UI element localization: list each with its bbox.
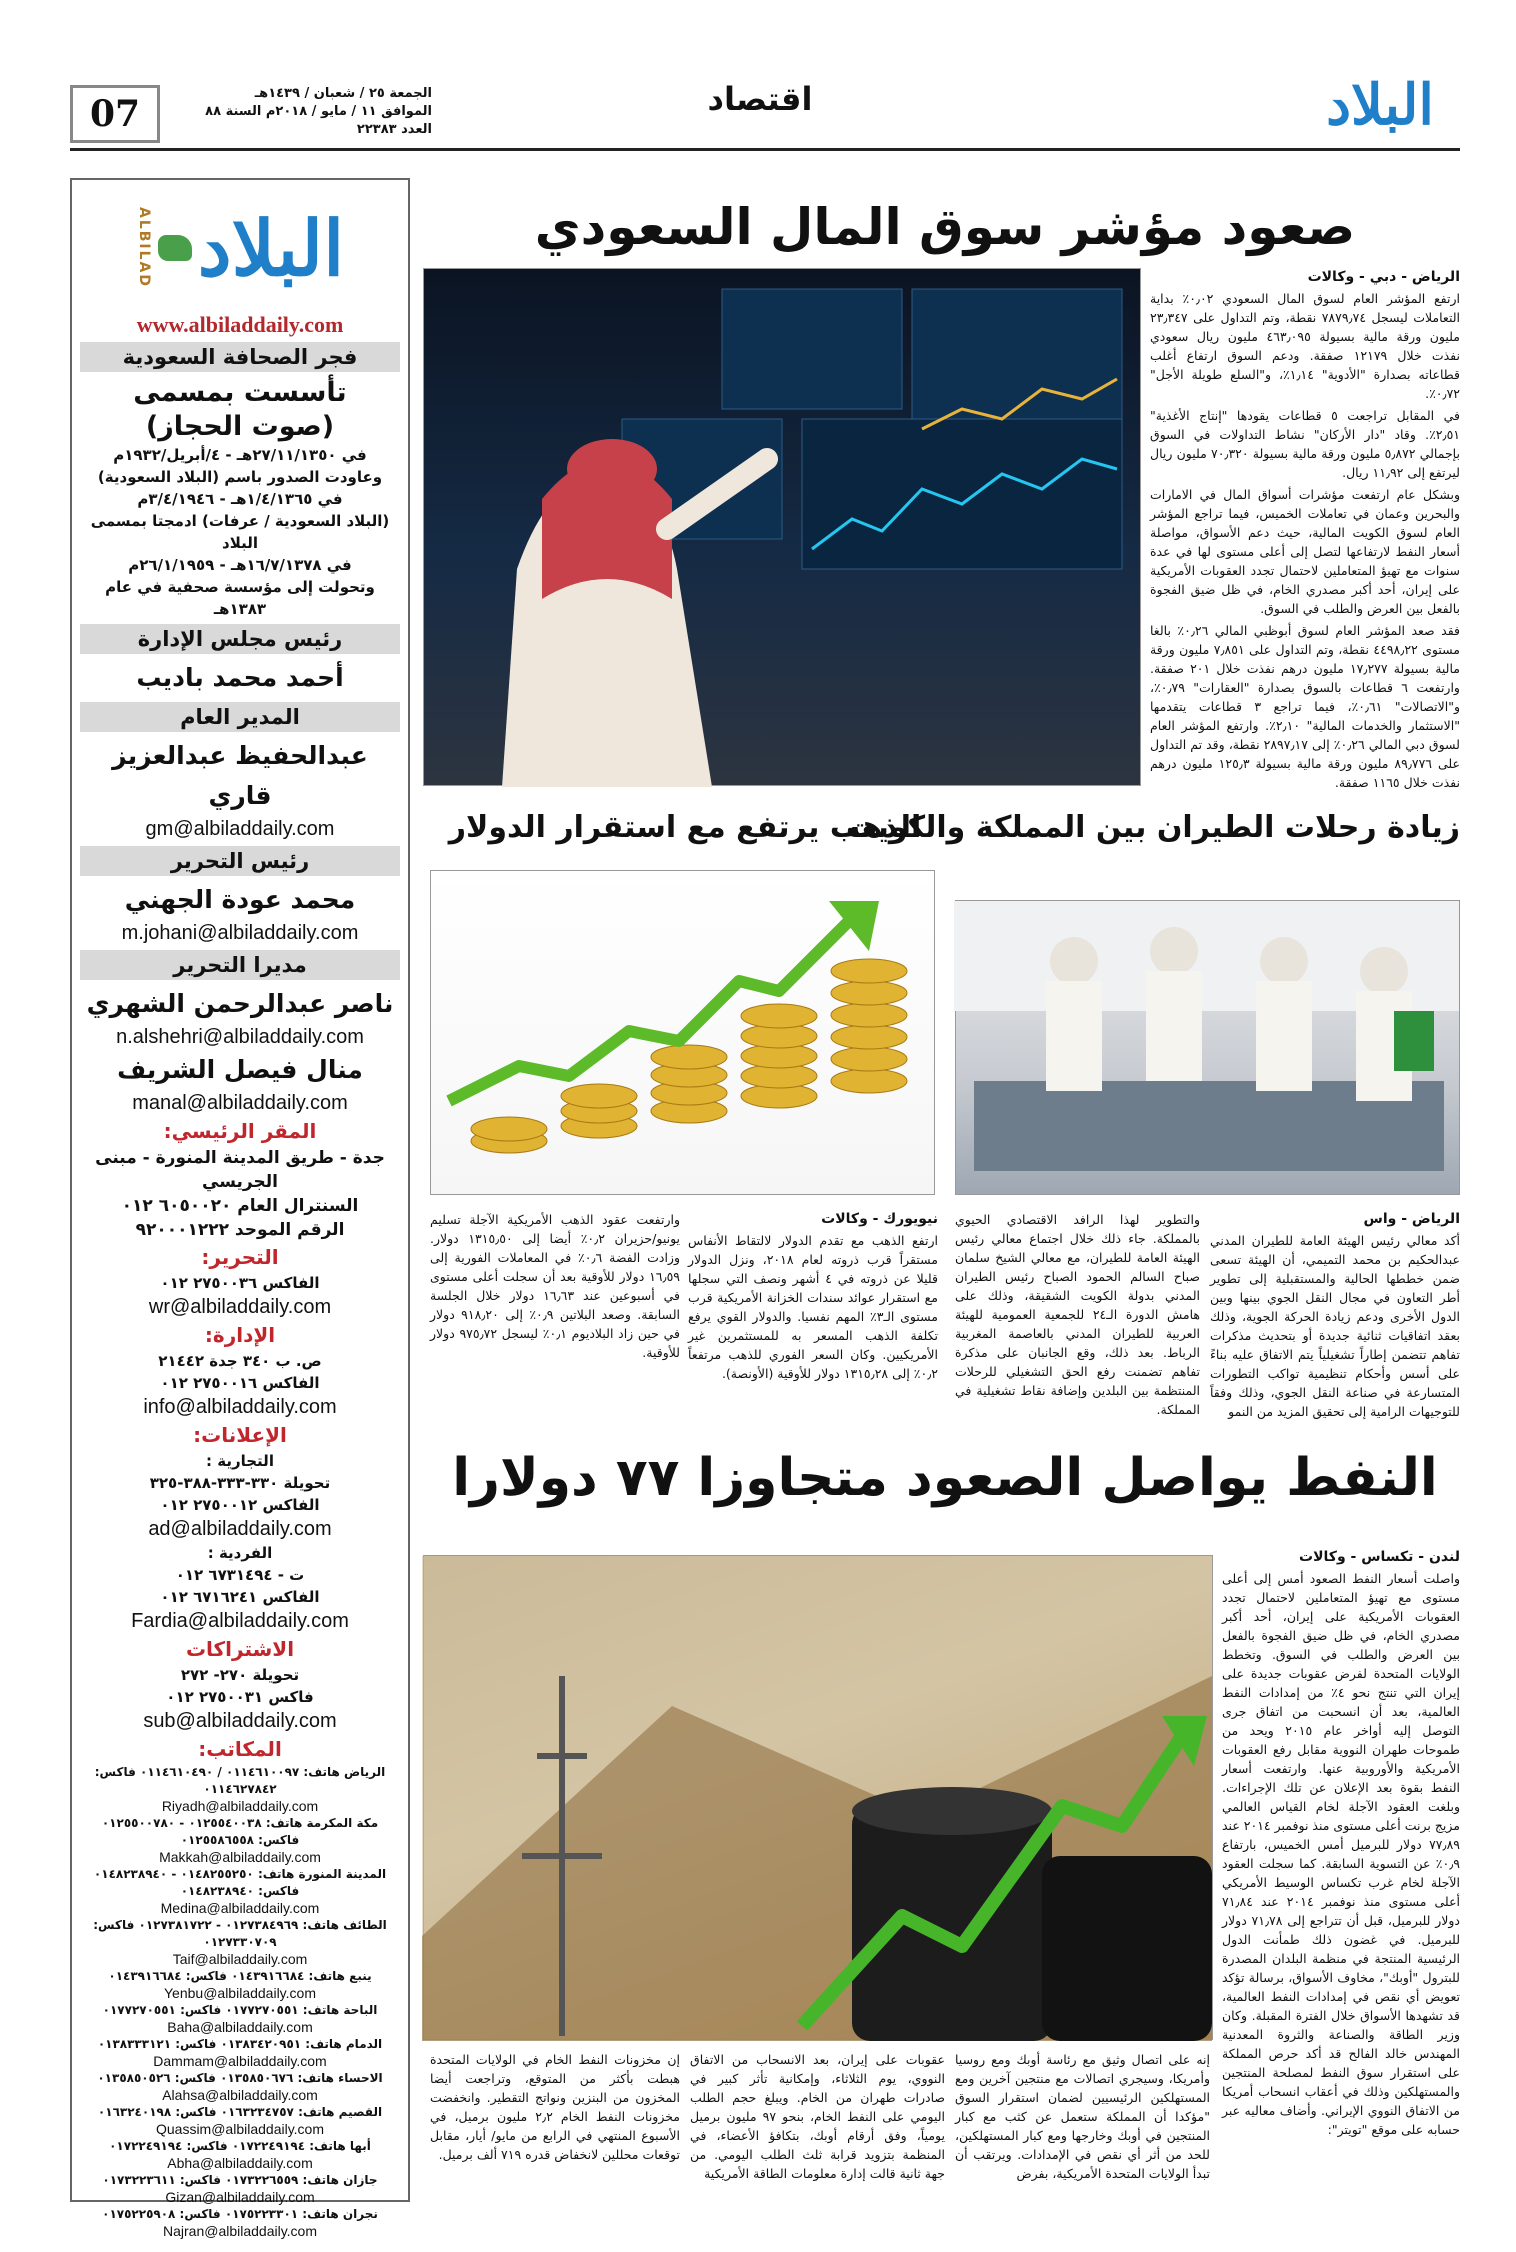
oil-photo-art [422,1556,1212,2041]
sidebar-logo-ar: البلاد [197,203,345,293]
sidebar-masthead [70,178,410,2239]
gold-col-right [688,1210,938,1430]
oil-col-b3 [430,2050,680,2200]
ads-title: الإعلانات: [193,1423,287,1447]
hq-address: جدة - طريق المدينة المنورة - مبنى الجريسي [95,1148,385,1192]
office-email[interactable]: Medina@albiladdaily.com [160,1900,320,1916]
office-line: القصيم هاتف: ٠١٦٣٢٣٤٧٥٧ فاكس: ٠١٦٣٢٤٠١٩٨ [97,2105,383,2119]
office-email[interactable]: Najran@albiladdaily.com [162,2223,318,2239]
page-number: 07 [70,85,160,143]
office-email[interactable]: Taif@albiladdaily.com [172,1951,308,1967]
managers-title: مديرا التحرير [80,950,400,980]
market-para-4: فقد صعد المؤشر العام لسوق أبوظبي المالي ٠٫٢٦٪ بالغا مستوى ٤٤٩٨٫٢٢ نقطة، وتم التداول على ٧٫٨٥١ مليون ورقة مالية بسيولة ١٧٫٢٧٧ مليون درهم نفذت خلال ٢٠١ صفقة. وارتفعت ٦ قطاعات بالسوق بصدارة "العقارات" ٠٫٧٩٪، و"الاتصالات" ٠٫٦١٪، فيما تراجع ٣ قطاعات يتقدمها "الاستثمار والخدمات المالية" ٢٫١٠٪. وارتفع المؤشر العام لسوق دبي المالي ٠٫٢٦٪ إلى ٢٨٩٧٫١٧ نقطة، وقد تم التداول على ٨٩٫٧٧٦ مليون ورقة مالية بسيولة ١٢٥٫٣ مليون درهم نفذت خلال ١١٦٥ صفقة. [1150,623,1460,790]
header-divider [70,148,1460,151]
gold-col-left [430,1210,680,1430]
editorial-email[interactable]: wr@albiladdaily.com [148,1296,332,1318]
office-email[interactable]: Baha@albiladdaily.com [167,2019,313,2035]
office-line: مكة المكرمة هاتف: ٠١٢٥٥٤٠٠٣٨ - ٠١٢٥٥٠٠٧٨٠ فاكس: ٠١٢٥٥٨٦٥٥٨ [101,1816,379,1847]
editor-title: رئيس التحرير [80,846,400,876]
oil-text-b2: عقوبات على إيران، بعد الانسحاب من الاتفاق النووي، يوم الثلاثاء، وإمكانية تأثر كبير في صادرات طهران من الخام. ويبلغ حجم الطلب اليومي على النفط الخام، بنحو ٩٧ مليون برميل يومياً، وفق أرقام أوبك، بتكافؤ الأعضاء، في المنظمة بتزويد قرابة ثلث الطلب اليومي. من جهة ثانية قالت إدارة معلومات الطاقة الأمريكية [690,2052,945,2181]
office-email[interactable]: Riyadh@albiladdaily.com [161,1798,319,1814]
manager2-name: منال فيصل الشريف [117,1055,363,1084]
date-gregorian: الموافق ١١ / مايو / ٢٠١٨م السنة ٨٨ العدد ٢٢٣٨٣ [205,104,432,137]
editorial-fax: الفاكس ٢٧٥٠٠٣٦ ٠١٢ [160,1274,320,1292]
history-line: (البلاد السعودية / عرفات) ادمجتا بمسمى البلاد [90,512,390,552]
chairman-title: رئيس مجلس الإدارة [80,624,400,654]
offices-title: المكاتب: [198,1737,282,1761]
admin-title: الإدارة: [204,1323,276,1347]
logo-text: البلاد [1326,72,1434,138]
market-para-2: في المقابل تراجعت ٥ قطاعات يقودها "إنتاج الأغذية" ٢٫٥١٪. وقاد "دار الأركان" نشاط التداولات في السوق بإجمالي ٥٫٨٧٢ مليون ورقة مالية بسيولة ٧٠٫٣٢٠ مليون ريال ليرتفع إلى ١١٫٩٢ ريال. [1150,408,1460,480]
oil-byline: لندن - تكساس - وكالات [1299,1549,1460,1565]
oil-text-b1: إنه على اتصال وثيق مع رئاسة أوبك ومع روسيا وأمريكا، وسيجري اتصالات مع منتجين آخرين ومع المستهلكين الرئيسيين لضمان استقرار السوق "مؤكدا أن المملكة ستعمل عن كثب مع كبار المنتجين في أوبك وخارجها ومع كبار المستهلكين، للحد من أثر أي نقص في الإمدادات. ويرتقب أن تبدأ الولايات المتحدة الأمريكية، بفرض [955,2052,1210,2181]
gold-photo-art [429,871,934,1196]
admin-fax: الفاكس ٢٧٥٠٠١٦ ٠١٢ [160,1374,320,1392]
history-line: في ١/٤/١٣٦٥هـ - ٣/٤/١٩٤٦م [137,490,343,508]
date-hijri: الجمعة ٢٥ / شعبان / ١٤٣٩هـ [254,86,432,101]
chairman-name: أحمد محمد باديب [136,663,344,692]
oil-photo [423,1555,1213,2040]
market-article [1150,268,1460,788]
ads-commercial: التجارية : [206,1452,274,1470]
office-line: ينبع هاتف: ٠١٤٣٩١٦٦٨٤ فاكس: ٠١٤٣٩١٦٦٨٤ [108,1969,372,1983]
editorial-title: التحرير: [201,1245,279,1269]
hq-unified: الرقم الموحد ٩٢٠٠٠١٢٢٢ [135,1220,345,1240]
office-line: الرياض هاتف: ٠١١٤٦١٠٠٩٧ / ٠١١٤٦١٠٤٩٠ فاكس: ٠١١٤٦٢٧٨٤٢ [94,1765,386,1796]
office-line: الدمام هاتف: ٠١٣٨٣٤٢٠٩٥١ فاكس: ٠١٣٨٣٣٣١٢١ [97,2037,383,2051]
office-line: الطائف هاتف: ٠١٢٧٣٨٤٩٦٩ - ٠١٢٧٣٨١٧٢٢ فاكس: ٠١٢٧٣٣٠٧٠٩ [93,1918,387,1949]
office-email[interactable]: Quassim@albiladdaily.com [155,2121,324,2137]
subs-title: الاشتراكات [185,1637,295,1661]
ads-personal-fax: الفاكس ٦٧١٦٢٤١ ٠١٢ [160,1588,320,1606]
office-email[interactable]: Gizan@albiladdaily.com [165,2189,315,2205]
gm-email[interactable]: gm@albiladdaily.com [145,818,335,840]
subs-fax: فاكس ٢٧٥٠٠٣١ ٠١٢ [166,1688,314,1706]
founded-name: (صوت الحجاز) [145,411,335,442]
slogan-band: فجر الصحافة السعودية [80,342,400,372]
gold-photo [430,870,935,1195]
flights-text-1: أكد معالي رئيس الهيئة العامة للطيران المدني عبدالحكيم بن محمد التميمي، أن الهيئة تسعى ضمن خططها الحالية والمستقبلية إلى تطوير أطر التعاون في مجال النقل الجوي بينها وبين الدول الأخرى ودعم زيادة الحركة الجوية، وذلك بعقد اتفاقيات ثنائية جديدة أو بتحديث مذكرات تفاهم تتضمن إطاراً تشغيلياً يتم الاتفاق عليه بناءً على أسس وأحكام تنظيمية تواكب التطورات المتسارعة في صناعة النقل الجوي، وذلك وفقاً للتوجيهات الرامية إلى تحقيق المزيد من النمو [1210,1233,1460,1419]
gold-text-1: ارتفع الذهب مع تقدم الدولار لالتقاط الأنفاس مستقراً قرب ذروته لعام ٢٠١٨، ونزل الدولار قليلا عن ذروته في ٤ أشهر ونصف التي سجلها مع استقرار عوائد سندات الخزانة الأمريكية قرب مستوى الـ٣٪ المهم نفسيا. والدولار القوي يرفع تكلفة الذهب المسعر به للمستثمرين غير الأمريكيين. وكان السعر الفوري للذهب مرتفعاً ٠٫٢٪ إلى ١٣١٥٫٢٨ دولار للأوقية (الأونصة). [688,1233,938,1381]
gm-name: عبدالحفيظ عبدالعزيز قاري [112,741,368,810]
oil-text-main: واصلت أسعار النفط الصعود أمس إلى أعلى مستوى مع تهيؤ المتعاملين لاحتمال تجدد العقوبات الأمريكية على إيران، أحد أكبر مصدري الخام، في ظل ضيق الفجوة بالفعل بين العرض والطلب في السوق. وتخطط الولايات المتحدة لفرض عقوبات جديدة على إيران التي تنتج نحو ٤٪ من إمدادات النفط العالمية، بعد أن انسحبت من اتفاق جرى التوصل إليه أواخر عام ٢٠١٥ ويحد من طموحات طهران النووية مقابل رفع العقوبات الأمريكية والأوروبية عنها. وارتفعت أسعار النفط بقوة بعد الإعلان عن تلك الإجراءات. وبلغت العقود الآجلة لخام القياس العالمي مزيج برنت أعلى مستوى منذ نوفمبر ٢٠١٤ عند ٧٧٫٨٩ دولار للبرميل أمس الخميس، بارتفاع ٠٫٩٪ عن التسوية السابقة. كما سجلت العقود الآجلة لخام غرب تكساس الوسيط الأمريكي أعلى مستوى منذ نوفمبر ٢٠١٤ عند ٧١٫٨٤ دولار للبرميل، قبل أن تتراجع إلى ٧١٫٧٨ دولار للبرميل. في غضون ذلك طمأنت الدول الرئيسية المنتجة في منظمة البلدان المصدرة للبترول "أوبك"، مخاوف الأسواق، برسالة تؤكد تعويض أي نقص في إمدادات النفط العالمية، قد تشهدها الأسواق خلال الفترة المقبلة. وكان وزير الطاقة والصناعة والثروة المعدنية المهندس خالد الفالح قد أكد حرص المملكة على استقرار سوق النفط لمصلحة المنتجين والمستهلكين وذلك في أعقاب انسحاب أمريكا من الاتفاق النووي الإيراني. وأضاف معاليه عبر حسابه على موقع "تويتر": [1222,1571,1461,2137]
editor-name: محمد عودة الجهني [124,885,356,914]
market-para-3: وبشكل عام ارتفعت مؤشرات أسواق المال في الامارات والبحرين وعمان في تعاملات الخميس، فيما تراجع المؤشر العام لسوق الكويت المالية، حيث دعم الأسواق، مواصلة أسعار النفط لارتفاعها لتصل إلى أعلى مستوى لها في عدة سنوات مع تهيؤ المتعاملين لاحتمال تجدد العقوبات الأمريكية على إيران، أحد أكبر مصدري الخام، في ظل ضيق الفجوة بالفعل بين العرض والطلب في السوق. [1150,487,1460,616]
founded-title: تأسست بمسمى [133,377,347,408]
section-title: اقتصاد [707,80,813,118]
dateline [172,85,432,139]
headline-gold: الذهب يرتفع مع استقرار الدولار [448,810,922,845]
flights-col-left [955,1210,1200,1430]
masthead-logo [1300,70,1460,140]
admin-email[interactable]: info@albiladdaily.com [143,1396,337,1418]
office-line: المدينة المنورة هاتف: ٠١٤٨٢٥٥٢٥٠ - ٠١٤٨٢٣٨٩٤٠ فاكس: ٠١٤٨٢٣٨٩٤٠ [93,1867,387,1898]
market-para-1: ارتفع المؤشر العام لسوق المال السعودي ٠٫٠٢٪ بداية التعاملات ليسجل ٧٨٧٩٫٧٤ نقطة، وتم التداول على ٢٣٫٣٤٧ مليون ورقة مالية بسيولة ٤٦٣٫٠٩٥ مليون ريال سعودي نفذت خلال ١٢١٧٩ صفقة. ودعم السوق ارتفاع أغلب قطاعاته بصدارة "الأدوية" ١٫١٤٪، و"السلع طويلة الأجل" ٠٫٧٢٪. [1150,291,1461,401]
oil-col-b1 [955,2050,1210,2200]
oil-text-b3: إن مخزونات النفط الخام في الولايات المتحدة هبطت بأكثر من المتوقع، وتراجعت أيضا المخزون من البنزين ونواتج التقطير. وانخفضت مخزونات النفط الخام ٢٫٢ مليون برميل، في الأسبوع المنتهي في الرابع من مايو/ أيار، مقابل توقعات محللين لانخفاض قدره ٧١٩ ألف برميل. [430,2052,680,2162]
oil-col-main [1222,1548,1460,2198]
manager1-name: ناصر عبدالرحمن الشهري [86,989,394,1018]
ads-personal-tel: ت - ٦٧٣١٤٩٤ ٠١٢ [175,1566,305,1584]
office-line: جازان هاتف: ٠١٧٣٢٢٦٥٥٩ فاكس: ٠١٧٣٢٢٣٦١١ [102,2173,378,2187]
office-line: الباحة هاتف: ٠١٧٧٢٧٠٥٥١ فاكس: ٠١٧٧٢٧٠٥٥١ [102,2003,378,2017]
flights-byline: الرياض - واس [1363,1211,1460,1227]
headline-market: صعود مؤشر سوق المال السعودي [534,198,1356,256]
headline-oil: النفط يواصل الصعود متجاوزا ٧٧ دولارا [452,1448,1438,1508]
flights-photo [955,900,1460,1195]
history-list [80,444,400,620]
ads-personal-email[interactable]: Fardia@albiladdaily.com [131,1610,349,1632]
flights-text-2: والتطوير لهذا الرافد الاقتصادي الحيوي بالمملكة. جاء ذلك خلال اجتماع معالي رئيس الهيئة العامة للطيران، مع معالي الشيخ سلمان صباح السالم الحمود الصباح رئيس الطيران المدني بدولة الكويت الشقيقة، وذلك على هامش الدورة الـ٢٤ للجمعية العمومية للهيئة العربية للطيران المدني بالعاصمة المغربية الرباط. بعد ذلك، وقع الجانبان على مذكرة تفاهم تضمنت رفع الحق التشغيلي للرحلات المنتظمة بين البلدين وإضافة نقاط تشغيلية في المملكة. [955,1212,1200,1417]
office-email[interactable]: Abha@albiladdaily.com [167,2155,313,2171]
oil-col-b2 [690,2050,945,2200]
sidebar-logo-en: ALBILAD [135,207,152,289]
office-line: نجران هاتف: ٠١٧٥٢٢٣٣٠١ فاكس: ٠١٧٥٢٢٥٩٠٨ [102,2207,378,2221]
subs-ext: تحويلة ٢٧٠- ٢٧٢ [180,1666,300,1684]
ads-fax: الفاكس ٢٧٥٠٠١٢ ٠١٢ [160,1496,320,1514]
ads-ext: تحويلة ٣٣٠-٣٣٣-٣٨٨-٣٢٥ [149,1474,331,1492]
manager2-email[interactable]: manal@albiladdaily.com [132,1092,348,1114]
flights-col-right [1210,1210,1460,1430]
gold-byline: نيويورك - وكالات [821,1211,938,1227]
headline-flights: زيادة رحلات الطيران بين المملكة والكويت [845,810,1460,845]
editor-email[interactable]: m.johani@albiladdaily.com [121,922,359,944]
sidebar-logo [80,188,400,308]
office-email[interactable]: Yenbu@albiladdaily.com [164,1985,316,2001]
gm-title: المدير العام [80,702,400,732]
market-photo-art [422,269,1140,787]
office-line: أبها هاتف: ٠١٧٢٢٤٩١٩٤ فاكس: ٠١٧٢٢٤٩١٩٤ [109,2139,371,2153]
market-byline: الرياض - دبي - وكالات [1307,269,1460,285]
history-line: وعاودت الصدور باسم (البلاد السعودية) [97,468,383,486]
ads-personal: الفردية : [207,1544,273,1562]
hq-phone: السنترال العام ٦٠٥٠٠٢٠ ٠١٢ [121,1196,359,1216]
flights-photo-art [954,901,1459,1196]
saudi-map-icon [158,235,192,261]
website-link[interactable]: www.albiladdaily.com [136,312,344,337]
history-line: وتحولت إلى مؤسسة صحفية في عام ١٣٨٣هـ [105,578,375,618]
subs-email[interactable]: sub@albiladdaily.com [143,1710,337,1732]
history-line: في ١٦/٧/١٣٧٨هـ - ٢٦/١/١٩٥٩م [128,556,352,574]
office-email[interactable]: Makkah@albiladdaily.com [159,1849,321,1865]
hq-title: المقر الرئيسي: [163,1119,317,1143]
market-photo [423,268,1141,786]
ads-email[interactable]: ad@albiladdaily.com [148,1518,332,1540]
manager1-email[interactable]: n.alshehri@albiladdaily.com [116,1026,364,1048]
admin-pobox: ص. ب ٣٤٠ جدة ٢١٤٤٢ [158,1352,322,1370]
office-email[interactable]: Alahsa@albiladdaily.com [162,2087,318,2103]
gold-text-2: وارتفعت عقود الذهب الأمريكية الآجلة تسليم يونيو/حزيران ٠٫٢٪ أيضا إلى ١٣١٥٫٥٠ دولار. وزادت الفضة ٠٫٦٪ في المعاملات الفورية إلى ١٦٫٥٩ دولار للأوقية بعد أن سجلت أعلى مستوى في أسبوعين عند ١٦٫٦٣ دولار خلال الجلسة السابقة. وصعد البلاتين ٠٫٩٪ إلى ٩١٨٫٢٠ دولار في حين زاد البلاديوم ٠٫١٪ ليسجل ٩٧٥٫٧٢ دولار للأوقية. [430,1212,681,1360]
history-line: في ٢٧/١١/١٣٥٠هـ - ٤/أبريل/١٩٣٢م [113,446,367,464]
offices-list [80,1764,400,2240]
office-line: الاحساء هاتف: ٠١٣٥٨٥٠٦٧٦ فاكس: ٠١٣٥٨٥٠٥٢٦ [97,2071,383,2085]
office-email[interactable]: Dammam@albiladdaily.com [153,2053,327,2069]
